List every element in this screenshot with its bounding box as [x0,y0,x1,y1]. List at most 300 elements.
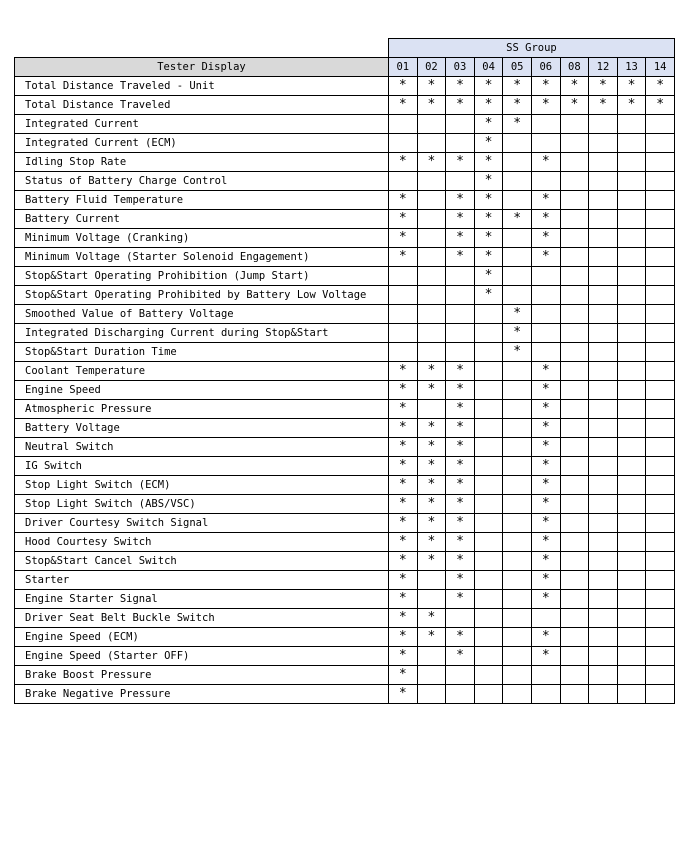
group-header-row [15,39,675,58]
support-mark-cell: * [417,628,446,647]
support-mark-cell: * [474,286,503,305]
support-mark-cell [646,590,675,609]
table-row [15,571,675,590]
support-mark-cell [589,457,618,476]
support-mark-cell [560,685,589,704]
support-mark-cell: * [417,609,446,628]
support-mark-cell [503,400,532,419]
tester-display-item: Starter [15,571,389,590]
tester-display-item: Brake Negative Pressure [15,685,389,704]
tester-display-item: Hood Courtesy Switch [15,533,389,552]
support-mark-cell [617,590,646,609]
support-mark-cell [503,419,532,438]
support-mark-cell: * [417,476,446,495]
tester-display-item: Brake Boost Pressure [15,666,389,685]
support-mark-cell [560,628,589,647]
support-mark-cell [589,362,618,381]
support-mark-cell [617,381,646,400]
support-mark-cell [560,305,589,324]
support-mark-cell [589,248,618,267]
support-mark-cell: * [389,609,418,628]
support-mark-cell [417,134,446,153]
support-mark-cell: * [389,248,418,267]
support-mark-cell: * [389,533,418,552]
support-mark-cell [446,609,475,628]
support-mark-cell [617,267,646,286]
support-mark-cell [617,343,646,362]
support-mark-cell [474,609,503,628]
support-mark-cell [503,571,532,590]
support-mark-cell: * [474,115,503,134]
support-mark-cell [617,666,646,685]
support-mark-cell [417,571,446,590]
support-mark-cell [503,609,532,628]
table-row [15,552,675,571]
support-mark-cell [417,286,446,305]
support-mark-cell [646,229,675,248]
support-mark-cell [617,305,646,324]
support-mark-cell [589,438,618,457]
support-mark-cell: * [389,153,418,172]
table-row [15,286,675,305]
support-mark-cell [589,134,618,153]
support-mark-cell [389,305,418,324]
table-row [15,381,675,400]
support-mark-cell [560,571,589,590]
tester-display-item: Battery Current [15,210,389,229]
table-row [15,533,675,552]
support-mark-cell: * [503,210,532,229]
support-mark-cell: * [417,552,446,571]
support-mark-cell [417,229,446,248]
support-mark-cell [417,191,446,210]
support-mark-cell: * [446,191,475,210]
support-mark-cell [474,685,503,704]
support-mark-cell [617,438,646,457]
support-mark-cell [503,457,532,476]
support-mark-cell [474,495,503,514]
support-mark-cell [646,267,675,286]
support-mark-cell [589,495,618,514]
support-mark-cell [446,685,475,704]
support-mark-cell [417,647,446,666]
support-mark-cell [417,115,446,134]
support-mark-cell [617,609,646,628]
support-mark-cell [646,514,675,533]
tester-display-item: Engine Speed (Starter OFF) [15,647,389,666]
support-mark-cell [646,343,675,362]
support-mark-cell [474,400,503,419]
support-mark-cell: * [389,419,418,438]
support-mark-cell [617,172,646,191]
support-mark-cell [589,647,618,666]
support-mark-cell: * [531,153,560,172]
support-mark-cell [560,381,589,400]
support-mark-cell: * [474,248,503,267]
table-row [15,514,675,533]
support-mark-cell: * [531,362,560,381]
support-mark-cell [503,248,532,267]
support-mark-cell [417,210,446,229]
support-mark-cell [389,343,418,362]
support-mark-cell: * [417,419,446,438]
ss-group-title: SS Group [389,39,675,58]
support-mark-cell: * [531,381,560,400]
support-mark-cell: * [531,495,560,514]
support-mark-cell [446,267,475,286]
support-mark-cell [617,400,646,419]
support-mark-cell [646,305,675,324]
support-mark-cell: * [389,362,418,381]
support-mark-cell: * [446,571,475,590]
support-mark-cell: * [531,514,560,533]
support-mark-cell [646,419,675,438]
support-mark-cell [503,590,532,609]
support-mark-cell [503,476,532,495]
tester-display-item: Smoothed Value of Battery Voltage [15,305,389,324]
support-mark-cell [474,666,503,685]
support-mark-cell [589,191,618,210]
table-row [15,343,675,362]
support-mark-cell: * [446,153,475,172]
support-mark-cell [560,495,589,514]
support-mark-cell [531,172,560,191]
support-mark-cell: * [446,229,475,248]
support-mark-cell [617,153,646,172]
support-mark-cell: * [474,210,503,229]
tester-display-item: Integrated Discharging Current during Stop&Start [15,324,389,343]
support-mark-cell [589,476,618,495]
table-row [15,438,675,457]
tester-display-item: Battery Fluid Temperature [15,191,389,210]
support-mark-cell [503,495,532,514]
support-mark-cell [531,685,560,704]
tester-display-item: Engine Starter Signal [15,590,389,609]
support-mark-cell [531,609,560,628]
group-column-header: 05 [503,58,532,77]
support-mark-cell [531,666,560,685]
support-mark-cell [474,552,503,571]
support-mark-cell [617,286,646,305]
support-mark-cell: * [446,400,475,419]
support-mark-cell: * [531,248,560,267]
support-mark-cell [589,305,618,324]
support-mark-cell: * [531,628,560,647]
support-mark-cell: * [446,210,475,229]
table-row [15,647,675,666]
support-mark-cell [560,343,589,362]
support-mark-cell [474,324,503,343]
support-mark-cell [417,172,446,191]
support-mark-cell [589,343,618,362]
support-mark-cell: * [474,96,503,115]
support-mark-cell: * [417,514,446,533]
support-mark-cell: * [617,77,646,96]
support-mark-cell [646,134,675,153]
support-mark-cell [646,628,675,647]
support-mark-cell [474,381,503,400]
table-row [15,609,675,628]
support-mark-cell [474,590,503,609]
support-mark-cell [446,172,475,191]
support-mark-cell [646,172,675,191]
support-mark-cell [617,419,646,438]
table-row [15,590,675,609]
table-row [15,172,675,191]
support-mark-cell: * [531,77,560,96]
support-mark-cell [503,229,532,248]
support-mark-cell [646,191,675,210]
support-mark-cell [531,134,560,153]
tester-display-item: Atmospheric Pressure [15,400,389,419]
support-mark-cell: * [446,552,475,571]
tester-display-item: Stop&Start Operating Prohibited by Battery Low Voltage [15,286,389,305]
support-mark-cell [646,609,675,628]
support-mark-cell [560,609,589,628]
support-mark-cell [589,267,618,286]
tester-display-item: Integrated Current [15,115,389,134]
support-mark-cell: * [389,514,418,533]
support-mark-cell: * [417,153,446,172]
support-mark-cell: * [474,267,503,286]
table-row [15,685,675,704]
support-mark-cell [589,400,618,419]
support-mark-cell: * [389,438,418,457]
header-blank-cell [15,39,389,58]
support-mark-cell [389,324,418,343]
support-mark-cell [417,400,446,419]
support-mark-cell: * [474,153,503,172]
support-mark-cell: * [531,647,560,666]
table-row [15,248,675,267]
support-mark-cell: * [531,419,560,438]
support-mark-cell: * [389,77,418,96]
support-mark-cell: * [531,571,560,590]
support-mark-cell [646,115,675,134]
support-mark-cell [589,381,618,400]
support-mark-cell [417,305,446,324]
support-mark-cell: * [446,533,475,552]
tester-display-item: Stop&Start Operating Prohibition (Jump Start) [15,267,389,286]
support-mark-cell: * [417,438,446,457]
support-mark-cell [646,286,675,305]
table-row [15,400,675,419]
support-mark-cell [531,115,560,134]
table-row [15,134,675,153]
support-mark-cell [646,571,675,590]
support-mark-cell: * [531,457,560,476]
tester-display-header: Tester Display [15,58,389,77]
support-mark-cell [503,628,532,647]
support-mark-cell [417,343,446,362]
support-mark-cell [560,533,589,552]
support-mark-cell: * [389,685,418,704]
support-mark-cell [560,400,589,419]
support-mark-cell [446,134,475,153]
support-mark-cell [560,267,589,286]
support-mark-cell: * [474,191,503,210]
support-mark-cell [646,362,675,381]
support-mark-cell [560,191,589,210]
support-mark-cell: * [389,96,418,115]
support-mark-cell [617,685,646,704]
support-mark-cell: * [389,381,418,400]
tester-display-item: Driver Seat Belt Buckle Switch [15,609,389,628]
group-column-header: 06 [531,58,560,77]
support-mark-cell: * [446,248,475,267]
table-row [15,495,675,514]
support-mark-cell: * [503,115,532,134]
support-mark-cell [617,229,646,248]
support-mark-cell [617,533,646,552]
support-mark-cell [589,210,618,229]
support-mark-cell [589,590,618,609]
support-mark-cell [617,115,646,134]
support-mark-cell: * [531,476,560,495]
support-mark-cell [589,609,618,628]
tester-display-item: Stop Light Switch (ECM) [15,476,389,495]
support-mark-cell [503,153,532,172]
support-mark-cell: * [389,590,418,609]
support-mark-cell: * [531,191,560,210]
support-mark-cell [503,134,532,153]
table-row [15,419,675,438]
table-row [15,153,675,172]
table-row [15,77,675,96]
support-mark-cell: * [446,438,475,457]
support-mark-cell [503,191,532,210]
support-mark-cell [646,476,675,495]
support-mark-cell [389,267,418,286]
support-mark-cell [589,666,618,685]
support-mark-cell: * [389,191,418,210]
table-row [15,666,675,685]
support-mark-cell [503,267,532,286]
table-row [15,229,675,248]
support-mark-cell: * [474,172,503,191]
support-mark-cell [560,666,589,685]
support-mark-cell [617,628,646,647]
support-mark-cell [389,115,418,134]
support-mark-cell [617,552,646,571]
support-mark-cell [617,134,646,153]
support-mark-cell [531,305,560,324]
support-mark-cell: * [474,77,503,96]
support-mark-cell [617,457,646,476]
support-mark-cell: * [531,96,560,115]
support-mark-cell: * [503,343,532,362]
group-column-header: 13 [617,58,646,77]
support-mark-cell: * [417,533,446,552]
support-mark-cell [589,286,618,305]
support-mark-cell: * [389,628,418,647]
support-mark-cell: * [446,590,475,609]
support-mark-cell: * [446,647,475,666]
table-row [15,96,675,115]
support-mark-cell [446,286,475,305]
support-mark-cell: * [560,96,589,115]
support-mark-cell [560,210,589,229]
support-mark-cell: * [617,96,646,115]
tester-display-item: Status of Battery Charge Control [15,172,389,191]
support-mark-cell [617,495,646,514]
support-mark-cell [646,457,675,476]
support-mark-cell: * [503,305,532,324]
support-mark-cell [617,191,646,210]
tester-display-item: Minimum Voltage (Cranking) [15,229,389,248]
tester-display-item: Total Distance Traveled [15,96,389,115]
support-mark-cell: * [646,77,675,96]
support-mark-cell [589,552,618,571]
support-mark-cell [503,438,532,457]
support-mark-cell: * [560,77,589,96]
support-mark-cell [589,514,618,533]
ss-group-table [14,38,675,704]
support-mark-cell [589,172,618,191]
support-mark-cell: * [417,495,446,514]
support-mark-cell: * [446,628,475,647]
support-mark-cell: * [389,400,418,419]
support-mark-cell [646,438,675,457]
support-mark-cell: * [531,552,560,571]
support-mark-cell [646,381,675,400]
support-mark-cell [417,248,446,267]
group-column-header: 12 [589,58,618,77]
support-mark-cell: * [531,210,560,229]
support-mark-cell: * [389,229,418,248]
support-mark-cell [531,267,560,286]
support-mark-cell [560,362,589,381]
support-mark-cell [560,324,589,343]
support-mark-cell [389,172,418,191]
support-mark-cell [560,172,589,191]
support-mark-cell [503,533,532,552]
support-mark-cell: * [531,590,560,609]
support-mark-cell: * [389,666,418,685]
group-column-header: 01 [389,58,418,77]
support-mark-cell: * [389,552,418,571]
tester-display-item: Stop&Start Duration Time [15,343,389,362]
table-header [15,39,675,77]
table-body [15,77,675,704]
support-mark-cell [617,647,646,666]
support-mark-cell [474,362,503,381]
table-row [15,115,675,134]
support-mark-cell [589,115,618,134]
support-mark-cell: * [446,77,475,96]
support-mark-cell [560,153,589,172]
support-mark-cell [617,514,646,533]
support-mark-cell [617,210,646,229]
support-mark-cell [560,514,589,533]
support-mark-cell [646,533,675,552]
support-mark-cell [474,476,503,495]
support-mark-cell [646,666,675,685]
support-mark-cell [474,305,503,324]
support-mark-cell [617,571,646,590]
support-mark-cell [589,628,618,647]
support-mark-cell [589,571,618,590]
support-mark-cell [417,685,446,704]
support-mark-cell: * [417,77,446,96]
support-mark-cell [646,552,675,571]
support-mark-cell [646,324,675,343]
tester-display-item: Neutral Switch [15,438,389,457]
group-column-header: 03 [446,58,475,77]
support-mark-cell [531,343,560,362]
support-mark-cell: * [474,134,503,153]
support-mark-cell: * [531,438,560,457]
